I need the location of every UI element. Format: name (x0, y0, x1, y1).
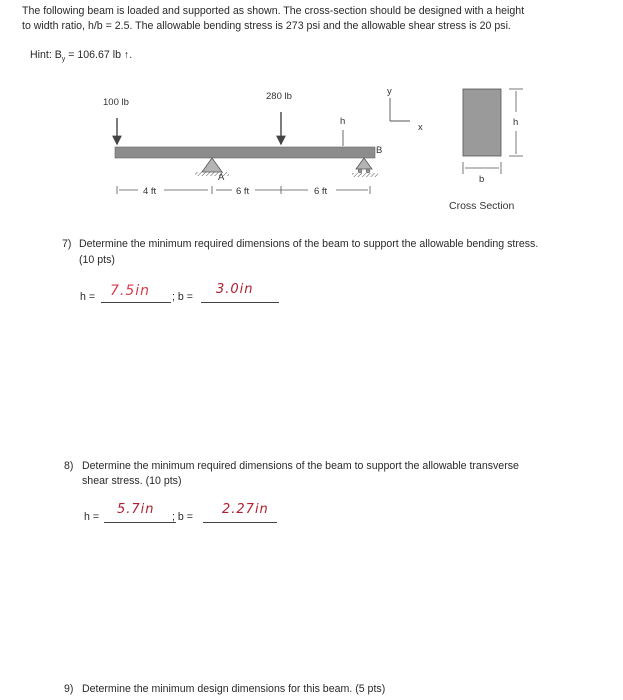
support-b-wheel (366, 169, 370, 173)
support-b-label: B (376, 145, 383, 156)
dim-2-label: 6 ft (236, 186, 250, 197)
q7-b-answer-line (201, 302, 279, 303)
q8-h-answer-line (104, 522, 176, 523)
intro-line-2: to width ratio, h/b = 2.5. The allowable bending stress is 273 psi and the allowable shear stress is 20 psi. (22, 20, 511, 32)
cross-section-caption: Cross Section (449, 200, 515, 212)
q7-h-answer: 7.5in (110, 283, 151, 299)
q8-b-answer: 2.27in (222, 502, 269, 517)
support-b-ground (352, 173, 378, 177)
support-b-roller (356, 158, 372, 169)
cs-height-label: h (513, 117, 519, 128)
q7-b-label: ; b = (172, 291, 193, 303)
question-8-points: shear stress. (10 pts) (82, 475, 182, 487)
q7-b-answer: 3.0in (216, 282, 254, 297)
q7-h-answer-line (101, 302, 171, 303)
support-a-label: A (218, 172, 225, 183)
dim-3-label: 6 ft (314, 186, 328, 197)
question-7-number: 7) (62, 238, 72, 250)
hint-label: Hint: B (30, 49, 62, 61)
hint-subscript: y (61, 56, 66, 64)
question-8-number: 8) (64, 460, 74, 472)
support-b-wheel (358, 169, 362, 173)
q8-b-label: ; b = (172, 511, 193, 523)
load-mid-label: 280 lb (266, 91, 292, 102)
question-7-text: Determine the minimum required dimensions of the beam to support the allowable bending stress. (79, 238, 539, 250)
hint-value: = 106.67 lb ↑. (65, 49, 133, 61)
q8-h-label: h = (84, 511, 100, 523)
support-a-pin (202, 158, 222, 172)
cross-section-rect (463, 89, 501, 156)
axis-x-label: x (418, 122, 423, 133)
dim-1-label: 4 ft (143, 186, 157, 197)
load-left-label: 100 lb (103, 97, 129, 108)
question-8-text: Determine the minimum required dimensions of the beam to support the allowable transverse (82, 460, 519, 472)
q8-b-answer-line (203, 522, 277, 523)
question-9-number: 9) (64, 683, 74, 695)
beam-diagram (0, 0, 623, 230)
beam (115, 147, 375, 158)
question-9-text: Determine the minimum design dimensions for this beam. (5 pts) (82, 683, 386, 695)
beam-height-label: h (340, 116, 346, 127)
axis-y-label: y (387, 86, 392, 97)
cs-width-label: b (479, 174, 485, 185)
q7-h-label: h = (80, 291, 96, 303)
q8-h-answer: 5.7in (117, 502, 155, 517)
intro-line-1: The following beam is loaded and supported as shown. The cross-section should be designed with a height (22, 5, 525, 17)
question-7-points: (10 pts) (79, 254, 115, 266)
